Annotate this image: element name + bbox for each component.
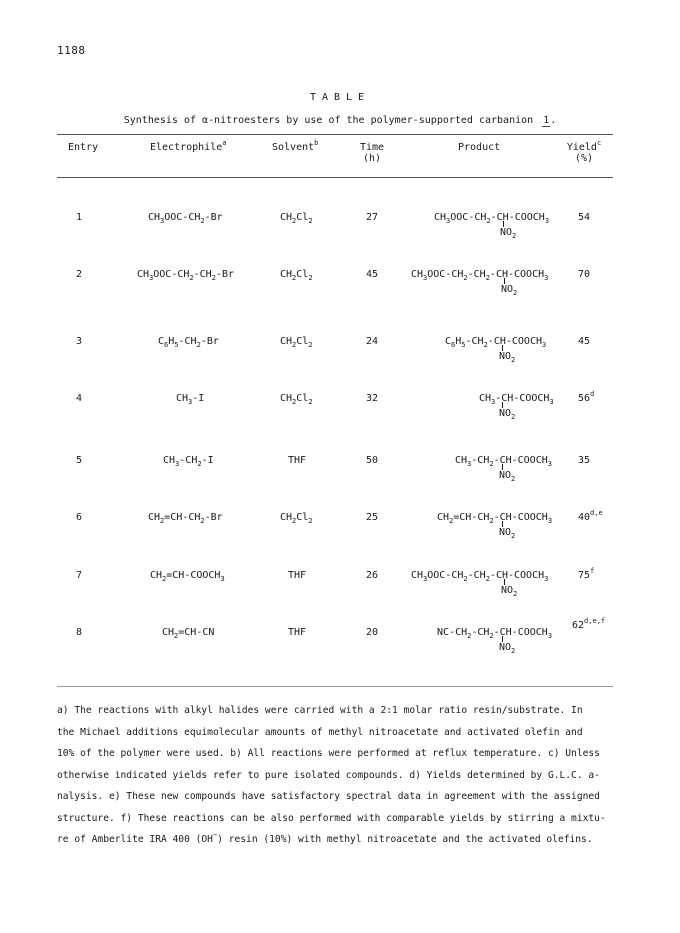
header-yield: Yield$^c$ (%) xyxy=(566,139,602,164)
product-cell: $CH_2=CH-CH_2-CH-COOCH_3$ $NO_2$ xyxy=(437,512,553,540)
electrophile-cell: $CH_3OOC-CH_2-Br$ xyxy=(148,212,223,225)
product-cell: $CH_3OOC-CH_2-CH_2-CH-COOCH_3$ $NO_2$ xyxy=(411,570,549,598)
solvent-cell: $CH_2Cl_2$ xyxy=(280,512,313,525)
entry-cell: 4 xyxy=(76,393,83,404)
footnote-line: the Michael additions equimolecular amounts of methyl nitroacetate and activated olefin and xyxy=(57,726,583,738)
yield-cell: 56$^d$ xyxy=(578,390,595,404)
solvent-cell: THF xyxy=(288,455,307,466)
solvent-cell: $CH_2Cl_2$ xyxy=(280,269,313,282)
footnote-line: a) The reactions with alkyl halides were carried with a 2:1 molar ratio resin/substrate. In xyxy=(57,705,583,716)
yield-cell: 70 xyxy=(578,269,591,280)
footnote-line: nalysis. e) These new compounds have satisfactory spectral data in agreement with the assigned xyxy=(57,791,600,802)
time-cell: 25 xyxy=(366,512,379,523)
time-cell: 20 xyxy=(366,627,379,638)
footnote-line: structure. f) These reactions can be also performed with comparable yields by stirring a mixtu- xyxy=(57,812,606,824)
solvent-cell: THF xyxy=(288,570,307,581)
footnote-line: re of Amberlite IRA 400 (OH−) resin (10%) with methyl nitroacetate and the activated olefins. xyxy=(57,831,593,845)
yield-cell: 62$^{d,e,f}$ xyxy=(572,617,606,631)
footnotes xyxy=(57,700,627,851)
time-cell: 32 xyxy=(366,393,379,404)
product-cell: $NC-CH_2-CH_2-CH-COOCH_3$ $NO_2$ xyxy=(437,627,553,655)
time-cell: 26 xyxy=(366,570,379,581)
electrophile-cell: $CH_3OOC-CH_2-CH_2-Br$ xyxy=(137,269,234,282)
caption-ref: 1 xyxy=(543,115,550,126)
electrophile-cell: $CH_2=CH-CH_2-Br$ xyxy=(148,512,223,525)
time-cell: 27 xyxy=(366,212,379,223)
electrophile-cell: $C_6H_5-CH_2-Br$ xyxy=(158,336,219,349)
header-time: Time (h) xyxy=(359,142,385,164)
electrophile-cell: $CH_2=CH-CN$ xyxy=(162,627,215,640)
yield-cell: 45 xyxy=(578,336,591,347)
electrophile-cell: $CH_3-I$ xyxy=(176,393,205,406)
product-cell: $CH_3OOC-CH_2-CH_2-CH-COOCH_3$ $NO_2$ xyxy=(411,269,549,297)
time-cell: 24 xyxy=(366,336,379,347)
yield-cell: 35 xyxy=(578,455,591,466)
entry-cell: 8 xyxy=(76,627,83,638)
yield-cell: 75$^f$ xyxy=(578,567,595,581)
yield-cell: 54 xyxy=(578,212,591,223)
solvent-cell: $CH_2Cl_2$ xyxy=(280,212,313,225)
entry-cell: 7 xyxy=(76,570,83,581)
table-caption xyxy=(0,115,680,127)
solvent-cell: $CH_2Cl_2$ xyxy=(280,336,313,349)
table-bottom-rule xyxy=(57,686,613,687)
product-cell: $C_6H_5-CH_2-CH-COOCH_3$ $NO_2$ xyxy=(445,336,547,364)
page-number: 1188 xyxy=(57,44,86,57)
product-cell: $CH_3-CH-COOCH_3$ $NO_2$ xyxy=(479,393,554,421)
caption-text: Synthesis of α-nitroesters by use of the polymer-supported carbanion xyxy=(123,115,534,126)
entry-cell: 5 xyxy=(76,455,83,466)
header-entry: Entry xyxy=(68,142,99,153)
header-electrophile: Electrophile$^a$ xyxy=(150,139,227,153)
header-solvent: Solvent$^b$ xyxy=(272,139,319,153)
solvent-cell: $CH_2Cl_2$ xyxy=(280,393,313,406)
product-cell: $CH_3-CH_2-CH-COOCH_3$ $NO_2$ xyxy=(455,455,552,483)
footnote-line: otherwise indicated yields refer to pure isolated compounds. d) Yields determined by G.L.C. a- xyxy=(57,769,600,781)
header-product: Product xyxy=(458,142,501,153)
entry-cell: 2 xyxy=(76,269,83,280)
yield-cell: 40$^{d,e}$ xyxy=(578,509,603,523)
entry-cell: 6 xyxy=(76,512,83,523)
entry-cell: 1 xyxy=(76,212,83,223)
entry-cell: 3 xyxy=(76,336,83,347)
time-cell: 50 xyxy=(366,455,379,466)
table-top-rule xyxy=(57,134,613,135)
time-cell: 45 xyxy=(366,269,379,280)
product-cell: $CH_3OOC-CH_2-CH-COOCH_3$ $NO_2$ xyxy=(434,212,550,240)
footnote-line: 10% of the polymer were used. b) All reactions were performed at reflux temperature. c) Unless xyxy=(57,748,600,759)
electrophile-cell: $CH_3-CH_2-I$ xyxy=(163,455,214,468)
electrophile-cell: $CH_2=CH-COOCH_3$ xyxy=(150,570,225,583)
table-header-rule xyxy=(57,177,613,178)
table-label: TABLE xyxy=(309,92,371,103)
solvent-cell: THF xyxy=(288,627,307,638)
caption-end: . xyxy=(550,115,557,126)
